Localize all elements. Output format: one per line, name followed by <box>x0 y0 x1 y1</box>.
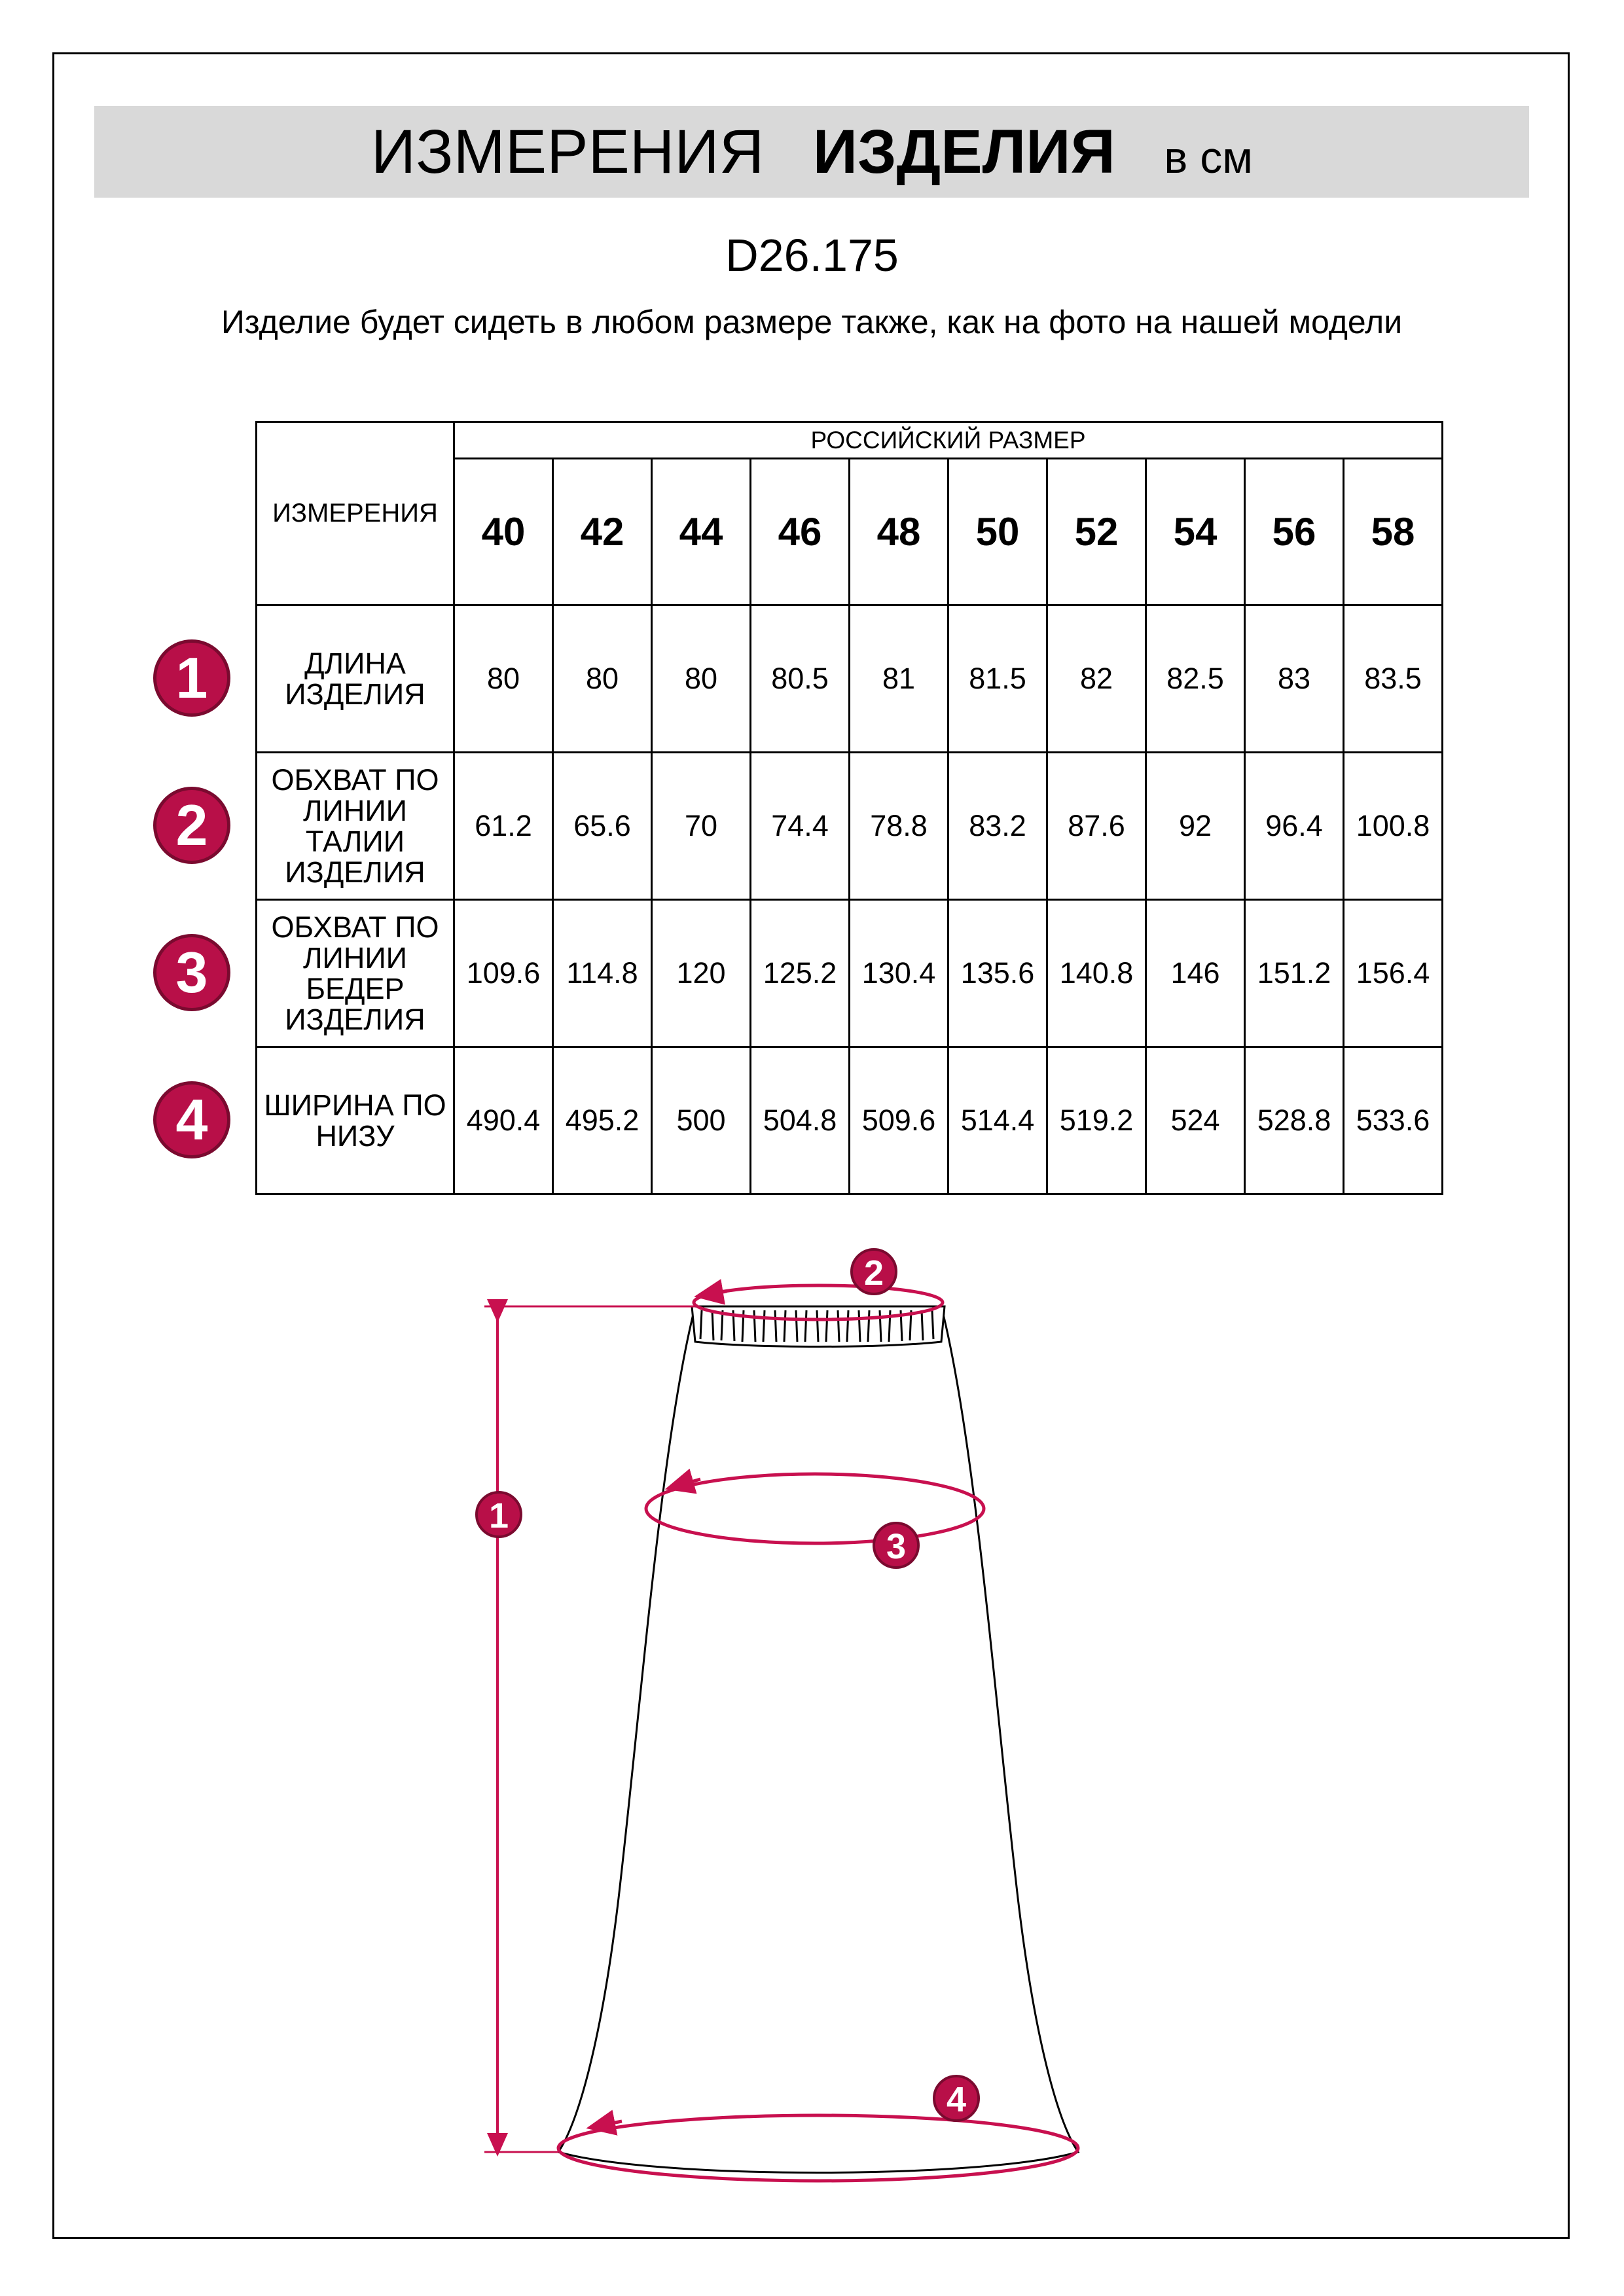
table-cell: 490.4 <box>454 1047 553 1194</box>
table-cell: 87.6 <box>1047 753 1146 900</box>
size-header: 54 <box>1146 459 1245 605</box>
marker-1 <box>477 1492 521 1537</box>
size-header: 48 <box>850 459 948 605</box>
table-cell: 130.4 <box>850 900 948 1047</box>
table-cell: 92 <box>1146 753 1245 900</box>
size-header: 42 <box>553 459 652 605</box>
table-cell: 80 <box>553 605 652 753</box>
measure-header: ИЗМЕРЕНИЯ <box>257 422 454 605</box>
table-cell: 80 <box>652 605 751 753</box>
table-cell: 109.6 <box>454 900 553 1047</box>
row-number-badge: 1 <box>153 639 230 717</box>
size-header: 46 <box>751 459 850 605</box>
size-group-header: РОССИЙСКИЙ РАЗМЕР <box>454 422 1443 459</box>
size-header: 52 <box>1047 459 1146 605</box>
table-cell: 74.4 <box>751 753 850 900</box>
table-cell: 519.2 <box>1047 1047 1146 1194</box>
table-cell: 80.5 <box>751 605 850 753</box>
table-cell: 83 <box>1245 605 1344 753</box>
size-header: 40 <box>454 459 553 605</box>
svg-text:4: 4 <box>946 2080 967 2119</box>
row-label: ШИРИНА ПО НИЗУ <box>257 1047 454 1194</box>
article-code: D26.175 <box>725 230 899 281</box>
table-cell: 82.5 <box>1146 605 1245 753</box>
table-cell: 156.4 <box>1344 900 1443 1047</box>
hip-ellipse <box>646 1474 984 1543</box>
size-header: 56 <box>1245 459 1344 605</box>
table-cell: 140.8 <box>1047 900 1146 1047</box>
marker-3 <box>874 1523 918 1568</box>
title-bold: ИЗДЕЛИЯ <box>812 117 1115 187</box>
table-cell: 135.6 <box>948 900 1047 1047</box>
table-cell: 151.2 <box>1245 900 1344 1047</box>
row-label: ОБХВАТ ПО ЛИНИИ БЕДЕР ИЗДЕЛИЯ <box>257 900 454 1047</box>
table-cell: 524 <box>1146 1047 1245 1194</box>
table-cell: 114.8 <box>553 900 652 1047</box>
table-cell: 509.6 <box>850 1047 948 1194</box>
table-cell: 80 <box>454 605 553 753</box>
row-label: ОБХВАТ ПО ЛИНИИ ТАЛИИ ИЗДЕЛИЯ <box>257 753 454 900</box>
svg-text:3: 3 <box>886 1527 907 1566</box>
table-cell: 528.8 <box>1245 1047 1344 1194</box>
table-cell: 500 <box>652 1047 751 1194</box>
table-cell: 78.8 <box>850 753 948 900</box>
fit-note: Изделие будет сидеть в любом размере также, как на фото на нашей модели <box>221 304 1403 340</box>
size-header: 44 <box>652 459 751 605</box>
table-cell: 61.2 <box>454 753 553 900</box>
table-cell: 514.4 <box>948 1047 1047 1194</box>
marker-4 <box>934 2076 979 2121</box>
row-label: ДЛИНА ИЗДЕЛИЯ <box>257 605 454 753</box>
skirt-outline <box>558 1306 1078 2173</box>
row-number-badge: 4 <box>153 1081 230 1158</box>
table-cell: 120 <box>652 900 751 1047</box>
table-cell: 100.8 <box>1344 753 1443 900</box>
table-cell: 96.4 <box>1245 753 1344 900</box>
hem-ellipse <box>558 2115 1078 2181</box>
size-header: 50 <box>948 459 1047 605</box>
svg-text:1: 1 <box>488 1496 509 1535</box>
row-number-badge: 3 <box>153 934 230 1011</box>
size-header: 58 <box>1344 459 1443 605</box>
title-unit: в см <box>1164 133 1254 183</box>
table-cell: 81.5 <box>948 605 1047 753</box>
title-light: ИЗМЕРЕНИЯ <box>370 117 765 187</box>
table-cell: 146 <box>1146 900 1245 1047</box>
table-cell: 65.6 <box>553 753 652 900</box>
table-cell: 504.8 <box>751 1047 850 1194</box>
table-cell: 495.2 <box>553 1047 652 1194</box>
table-cell: 81 <box>850 605 948 753</box>
table-cell: 125.2 <box>751 900 850 1047</box>
table-cell: 83.5 <box>1344 605 1443 753</box>
row-number-badge: 2 <box>153 787 230 864</box>
table-cell: 70 <box>652 753 751 900</box>
table-cell: 83.2 <box>948 753 1047 900</box>
svg-text:2: 2 <box>863 1253 884 1293</box>
table-cell: 533.6 <box>1344 1047 1443 1194</box>
marker-2 <box>852 1249 896 1294</box>
table-cell: 82 <box>1047 605 1146 753</box>
